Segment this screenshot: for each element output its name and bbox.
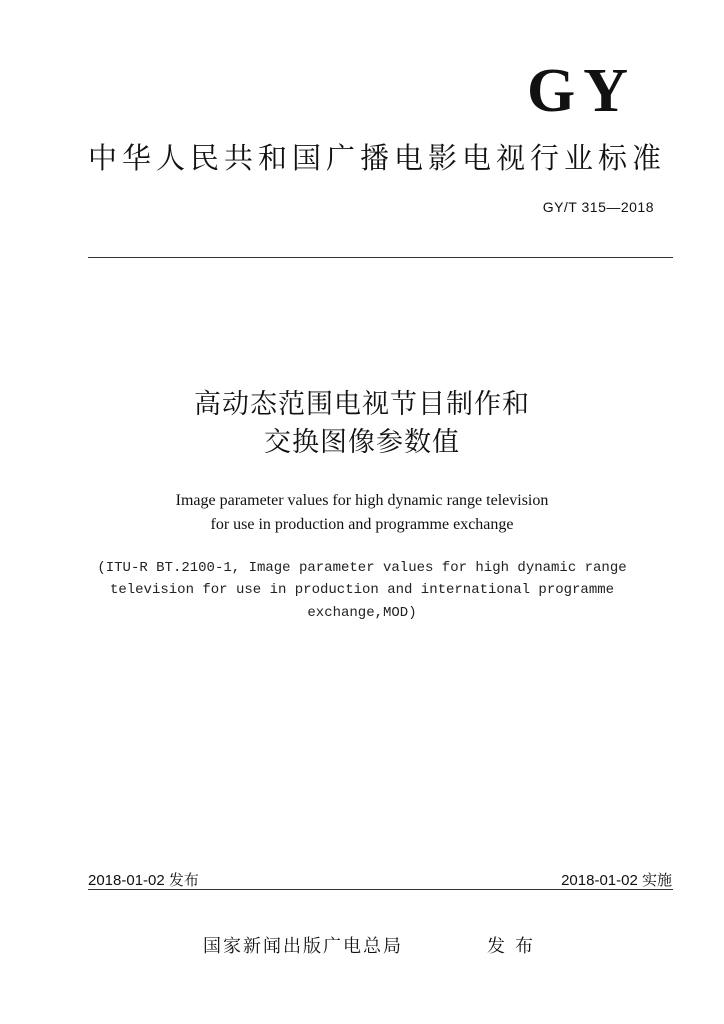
adoption-note-line-1: (ITU-R BT.2100-1, Image parameter values for high dynamic range <box>97 560 627 576</box>
adoption-note-line-3: exchange,MOD) <box>307 605 417 621</box>
effective-date: 2018-01-02 实施 <box>561 872 672 889</box>
english-title-line-2: for use in production and programme exchange <box>210 516 514 533</box>
standard-number: GY/T 315—2018 <box>542 199 654 215</box>
chinese-title-line-1: 高动态范围电视节目制作和 <box>194 389 530 420</box>
chinese-title-line-2: 交换图像参数值 <box>264 427 460 458</box>
issuing-body-title: 中华人民共和国广播电影电视行业标准 <box>88 141 667 175</box>
bottom-divider <box>88 889 673 890</box>
english-title-line-1: Image parameter values for high dynamic range television <box>175 492 549 509</box>
adoption-note-line-2: television for use in production and international programme <box>109 582 615 598</box>
issuer-name: 国家新闻出版广电总局 <box>203 936 403 957</box>
issue-label: 发布 <box>487 936 543 957</box>
top-divider <box>88 257 673 258</box>
publish-date: 2018-01-02 发布 <box>88 872 199 889</box>
gy-logo: GY <box>527 57 636 125</box>
